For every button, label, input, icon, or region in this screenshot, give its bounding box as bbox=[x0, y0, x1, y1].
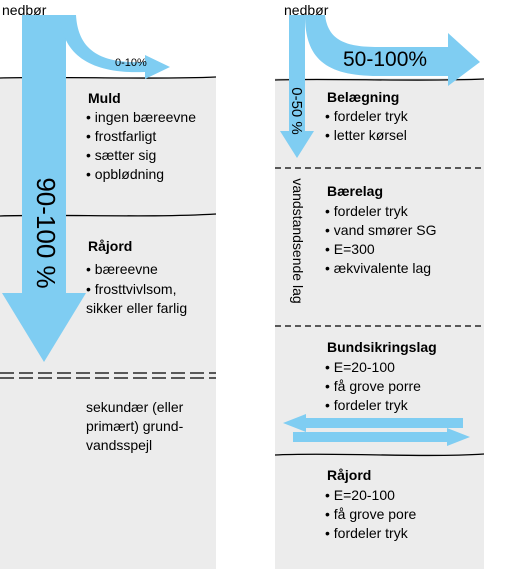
right-runoff-label: 50-100% bbox=[343, 48, 428, 71]
right-precipitation-label: nedbør bbox=[284, 2, 329, 18]
rajord-left-item-2-text: frosttvivlsom, sikker eller farlig bbox=[86, 281, 188, 316]
right-impermeable-layer-label: vandstandsende lag bbox=[290, 178, 306, 304]
baerelag-title: Bærelag bbox=[327, 183, 384, 199]
bundsikringslag-item-2: • få grove porre bbox=[325, 377, 421, 396]
baerelag-item-3: • E=300 bbox=[325, 240, 375, 259]
belaegning-title: Belægning bbox=[327, 89, 400, 105]
groundwater-text: sekundær (eller primært) grund-vandsspejl bbox=[86, 399, 184, 453]
muld-item-3: • sætter sig bbox=[86, 146, 156, 165]
left-runoff-label: 0-10% bbox=[115, 57, 147, 69]
rajord-right-item-3: • fordeler tryk bbox=[325, 524, 408, 543]
right-infiltration-label: 0-50 % bbox=[288, 87, 305, 135]
rajord-left-item-1: • bæreevne bbox=[86, 260, 158, 279]
belaegning-item-2: • letter kørsel bbox=[325, 126, 407, 145]
muld-item-2: • frostfarligt bbox=[86, 127, 156, 146]
rajord-left-item-2 bbox=[86, 280, 211, 318]
belaegning-item-1: • fordeler tryk bbox=[325, 107, 408, 126]
lateral-flow-arrow-right bbox=[293, 428, 470, 446]
muld-title: Muld bbox=[88, 90, 121, 106]
bundsikringslag-item-3: • fordeler tryk bbox=[325, 396, 408, 415]
rajord-left-title: Råjord bbox=[88, 238, 133, 254]
rajord-right-title: Råjord bbox=[327, 467, 372, 483]
baerelag-item-1: • fordeler tryk bbox=[325, 202, 408, 221]
left-infiltration-label: 90-100 % bbox=[31, 177, 61, 289]
lateral-flow-arrow-left bbox=[283, 414, 463, 432]
rajord-right-item-1: • E=20-100 bbox=[325, 486, 395, 505]
muld-item-4: • opblødning bbox=[86, 165, 164, 184]
muld-item-1: • ingen bæreevne bbox=[86, 108, 196, 127]
bundsikringslag-item-1: • E=20-100 bbox=[325, 358, 395, 377]
baerelag-item-4: • ækvivalente lag bbox=[325, 259, 431, 278]
baerelag-item-2: • vand smører SG bbox=[325, 221, 437, 240]
right-bundsikring-rajord-boundary bbox=[275, 454, 484, 455]
left-precipitation-label: nedbør bbox=[2, 2, 47, 18]
bundsikringslag-title: Bundsikringslag bbox=[327, 339, 437, 355]
rajord-right-item-2: • få grove pore bbox=[325, 505, 416, 524]
